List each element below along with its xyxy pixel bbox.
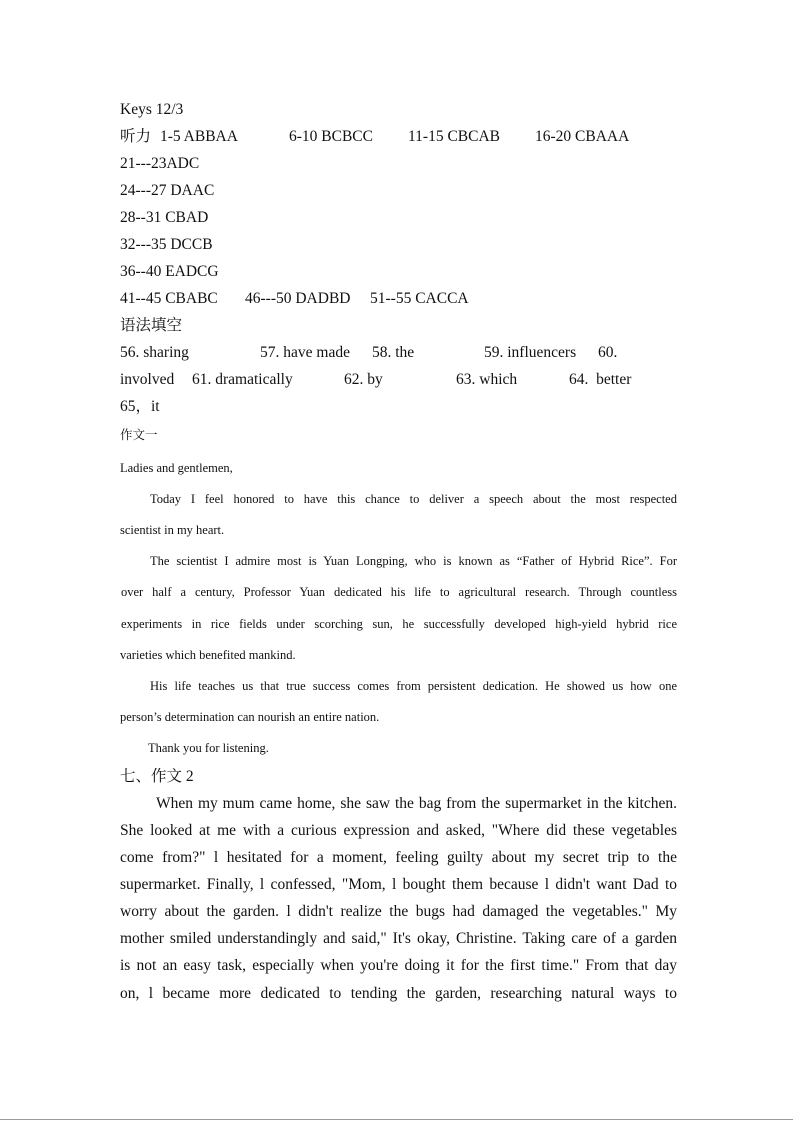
- page-bottom-rule: [0, 1119, 793, 1120]
- answer-group-46-50: 46---50 DADBD: [245, 290, 351, 307]
- answer-group-36-40: 36--40 EADCG: [120, 263, 219, 280]
- answer-group-51-55: 51--55 CACCA: [370, 290, 469, 307]
- essay2-line-1: When my mum came home, she saw the bag from the supermarket in the kitchen.: [156, 795, 677, 812]
- grammar-item-60-number: 60.: [598, 344, 618, 361]
- essay2-label: 七、作文 2: [120, 768, 194, 785]
- grammar-item-63: 63. which: [456, 371, 518, 388]
- grammar-item-62: 62. by: [344, 371, 383, 388]
- essay1-closing: Thank you for listening.: [148, 741, 269, 755]
- essay2-line-8: on, l became more dedicated to tending the garden, researching natural ways to: [120, 985, 677, 1002]
- answer-group-24-27: 24---27 DAAC: [120, 182, 215, 199]
- answer-group-28-31: 28--31 CBAD: [120, 209, 209, 226]
- essay1-p2-line1: The scientist I admire most is Yuan Longping, who is known as “Father of Hybrid Rice”. For: [150, 554, 677, 568]
- essay1-p1-line2: scientist in my heart.: [120, 523, 225, 537]
- answer-group-16-20: 16-20 CBAAA: [535, 128, 630, 145]
- essay1-salutation: Ladies and gentlemen,: [120, 461, 233, 475]
- essay1-p2-line3: experiments in rice fields under scorching sun, he successfully developed high-yield hybrid rice: [121, 617, 677, 631]
- essay2-line-2: She looked at me with a curious expression and asked, "Where did these vegetables: [120, 822, 677, 839]
- essay2-line-7: is not an easy task, especially when you're doing it for the first time." From that day: [120, 957, 677, 974]
- essay2-line-4: supermarket. Finally, l confessed, "Mom, l bought them because l didn't want Dad to: [120, 876, 677, 893]
- essay1-p1-line1: Today I feel honored to have this chance to deliver a speech about the most respected: [150, 492, 677, 506]
- page-title: Keys 12/3: [120, 101, 184, 118]
- listening-label: 听力: [120, 128, 152, 145]
- essay2-line-3: come from?" l hesitated for a moment, feeling guilty about my secret trip to the: [120, 849, 677, 866]
- essay1-p2-line4: varieties which benefited mankind.: [120, 648, 296, 662]
- answer-group-11-15: 11-15 CBCAB: [408, 128, 501, 145]
- answer-group-21-23: 21---23ADC: [120, 155, 200, 172]
- answer-group-32-35: 32---35 DCCB: [120, 236, 213, 253]
- essay1-p3-line1: His life teaches us that true success comes from persistent dedication. He showed us how one: [150, 679, 677, 693]
- answer-group-41-45: 41--45 CBABC: [120, 290, 218, 307]
- essay1-p2-line2: over half a century, Professor Yuan dedicated his life to agricultural research. Through countless: [121, 585, 677, 599]
- grammar-item-57: 57. have made: [260, 344, 350, 361]
- essay1-label: 作文一: [120, 428, 158, 442]
- grammar-item-65: 65，it: [120, 398, 160, 415]
- grammar-label: 语法填空: [120, 317, 183, 334]
- grammar-item-60-answer: involved: [120, 371, 175, 388]
- grammar-item-64: 64. better: [569, 371, 632, 388]
- grammar-item-61: 61. dramatically: [192, 371, 293, 388]
- grammar-item-59: 59. influencers: [484, 344, 577, 361]
- answer-group-1-5: 1-5 ABBAA: [160, 128, 238, 145]
- answer-group-6-10: 6-10 BCBCC: [289, 128, 373, 145]
- grammar-item-58: 58. the: [372, 344, 415, 361]
- grammar-item-56: 56. sharing: [120, 344, 189, 361]
- essay1-p3-line2: person’s determination can nourish an entire nation.: [120, 710, 380, 724]
- essay2-line-6: mother smiled understandingly and said," It's okay, Christine. Taking care of a garden: [120, 930, 677, 947]
- essay2-line-5: worry about the garden. l didn't realize the bugs had damaged the vegetables." My: [120, 903, 677, 920]
